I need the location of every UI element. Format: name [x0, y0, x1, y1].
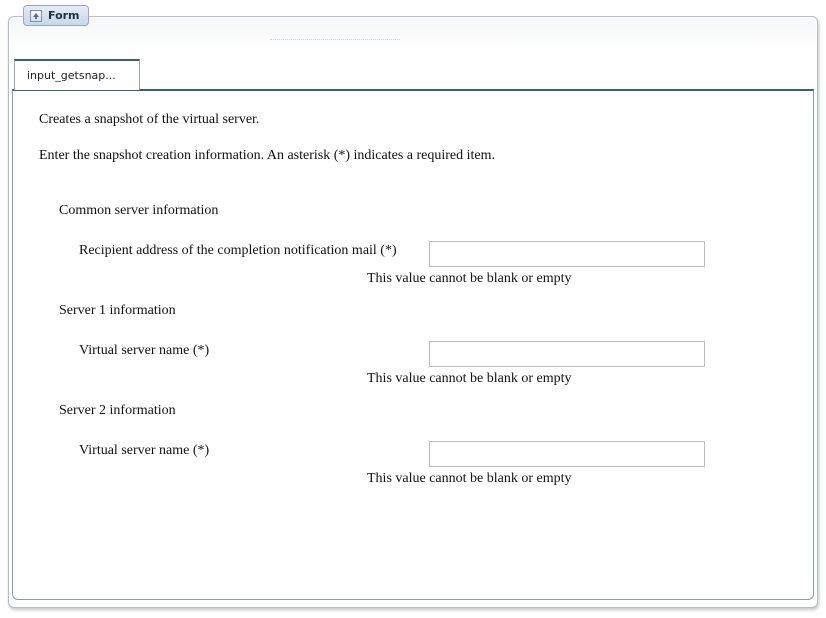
field-label-server2-name: Virtual server name (*)	[79, 443, 210, 458]
form-title: Form	[48, 9, 80, 22]
field-label-notification-mail: Recipient address of the completion notification mail (*)	[79, 243, 397, 258]
collapse-up-icon	[30, 10, 42, 22]
form-collapse-button[interactable]	[23, 5, 89, 26]
error-message-server2-name: This value cannot be blank or empty	[367, 471, 572, 486]
error-message-notification-mail: This value cannot be blank or empty	[367, 271, 572, 286]
frame-header	[10, 18, 816, 54]
notification-mail-input[interactable]	[429, 241, 705, 267]
tab-input-getsnapshot[interactable]	[14, 59, 140, 90]
server1-name-input[interactable]	[429, 341, 705, 367]
tab-label: input_getsnap...	[27, 69, 116, 82]
divider	[270, 39, 400, 40]
section-heading-server2: Server 2 information	[59, 403, 176, 418]
error-message-server1-name: This value cannot be blank or empty	[367, 371, 572, 386]
field-label-server1-name: Virtual server name (*)	[79, 343, 210, 358]
form-description: Creates a snapshot of the virtual server.	[39, 112, 260, 127]
form-instruction: Enter the snapshot creation information. An asterisk (*) indicates a required item.	[39, 148, 496, 163]
server2-name-input[interactable]	[429, 441, 705, 467]
section-heading-server1: Server 1 information	[59, 303, 176, 318]
section-heading-common: Common server information	[59, 203, 219, 218]
